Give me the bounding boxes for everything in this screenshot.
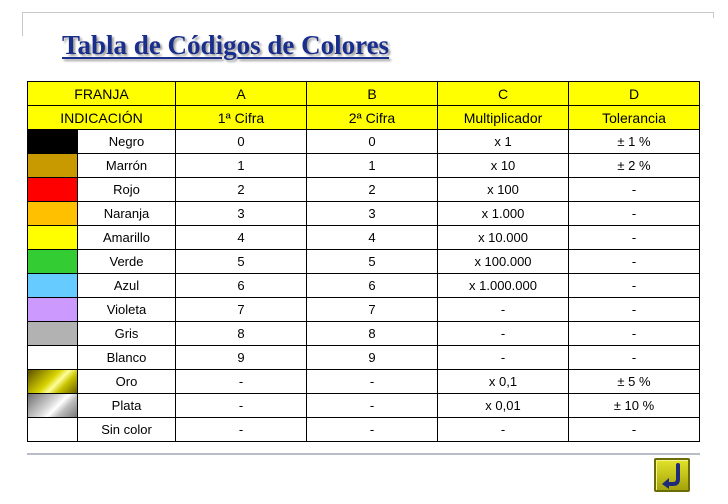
first-digit-cell: 0 (176, 130, 307, 154)
tolerance-cell: ± 10 % (569, 394, 700, 418)
second-digit-cell: 0 (307, 130, 438, 154)
color-code-table (27, 81, 700, 442)
color-name-cell: Violeta (78, 298, 176, 322)
swatch-cell-verde (28, 250, 78, 274)
back-button[interactable] (654, 458, 690, 492)
table-row-azul (28, 274, 700, 298)
header-cell-indicacion: INDICACIÓN (28, 106, 176, 130)
multiplier-cell: x 100.000 (438, 250, 569, 274)
color-name-cell: Naranja (78, 202, 176, 226)
multiplier-cell: x 0,01 (438, 394, 569, 418)
multiplier-cell: x 100 (438, 178, 569, 202)
color-swatch-blanco (28, 346, 77, 369)
color-swatch-azul (28, 274, 77, 297)
table-row-gris (28, 322, 700, 346)
multiplier-cell: - (438, 322, 569, 346)
multiplier-cell: x 1 (438, 130, 569, 154)
second-digit-cell: 1 (307, 154, 438, 178)
tolerance-cell: - (569, 202, 700, 226)
tolerance-cell: - (569, 298, 700, 322)
first-digit-cell: 1 (176, 154, 307, 178)
table-row-plata (28, 394, 700, 418)
multiplier-cell: - (438, 298, 569, 322)
header-cell-d: D (569, 82, 700, 106)
header-cell-tolerancia: Tolerancia (569, 106, 700, 130)
color-name-cell: Azul (78, 274, 176, 298)
return-arrow-icon (656, 460, 688, 490)
table-row-sin-color (28, 418, 700, 442)
color-name-cell: Plata (78, 394, 176, 418)
swatch-cell-oro (28, 370, 78, 394)
swatch-cell-azul (28, 274, 78, 298)
color-swatch-violeta (28, 298, 77, 321)
table-row-violeta (28, 298, 700, 322)
second-digit-cell: 8 (307, 322, 438, 346)
color-name-cell: Gris (78, 322, 176, 346)
swatch-cell-marron (28, 154, 78, 178)
decor-line-left (22, 12, 23, 36)
table-row-amarillo (28, 226, 700, 250)
swatch-cell-sin-color (28, 418, 78, 442)
multiplier-cell: x 10 (438, 154, 569, 178)
second-digit-cell: 2 (307, 178, 438, 202)
color-code-table-body (28, 82, 700, 442)
multiplier-cell: - (438, 346, 569, 370)
swatch-cell-gris (28, 322, 78, 346)
second-digit-cell: 6 (307, 274, 438, 298)
table-row-verde (28, 250, 700, 274)
color-swatch-plata (28, 394, 77, 417)
header-cell-a: A (176, 82, 307, 106)
first-digit-cell: 6 (176, 274, 307, 298)
first-digit-cell: 3 (176, 202, 307, 226)
multiplier-cell: x 0,1 (438, 370, 569, 394)
tolerance-cell: ± 5 % (569, 370, 700, 394)
first-digit-cell: 4 (176, 226, 307, 250)
header-row-indicacion (28, 106, 700, 130)
first-digit-cell: 2 (176, 178, 307, 202)
first-digit-cell: - (176, 394, 307, 418)
color-name-cell: Marrón (78, 154, 176, 178)
first-digit-cell: 7 (176, 298, 307, 322)
color-swatch-naranja (28, 202, 77, 225)
tolerance-cell: - (569, 178, 700, 202)
header-cell-primera-cifra: 1ª Cifra (176, 106, 307, 130)
table-row-oro (28, 370, 700, 394)
multiplier-cell: - (438, 418, 569, 442)
tolerance-cell: - (569, 226, 700, 250)
second-digit-cell: - (307, 418, 438, 442)
first-digit-cell: 8 (176, 322, 307, 346)
decor-line-corner (713, 12, 714, 18)
color-name-cell: Rojo (78, 178, 176, 202)
color-name-cell: Negro (78, 130, 176, 154)
color-swatch-rojo (28, 178, 77, 201)
header-cell-multiplicador: Multiplicador (438, 106, 569, 130)
swatch-cell-rojo (28, 178, 78, 202)
header-cell-c: C (438, 82, 569, 106)
color-swatch-verde (28, 250, 77, 273)
color-swatch-amarillo (28, 226, 77, 249)
color-name-cell: Sin color (78, 418, 176, 442)
second-digit-cell: 9 (307, 346, 438, 370)
second-digit-cell: 7 (307, 298, 438, 322)
multiplier-cell: x 1.000 (438, 202, 569, 226)
multiplier-cell: x 1.000.000 (438, 274, 569, 298)
color-name-cell: Oro (78, 370, 176, 394)
tolerance-cell: - (569, 418, 700, 442)
color-swatch-sin-color (28, 418, 77, 441)
color-swatch-gris (28, 322, 77, 345)
header-row-franja (28, 82, 700, 106)
swatch-cell-plata (28, 394, 78, 418)
swatch-cell-negro (28, 130, 78, 154)
table-row-marron (28, 154, 700, 178)
tolerance-cell: - (569, 346, 700, 370)
color-swatch-marron (28, 154, 77, 177)
footer-divider (27, 453, 700, 455)
swatch-cell-amarillo (28, 226, 78, 250)
second-digit-cell: - (307, 370, 438, 394)
color-name-cell: Blanco (78, 346, 176, 370)
header-cell-franja: FRANJA (28, 82, 176, 106)
swatch-cell-naranja (28, 202, 78, 226)
header-cell-segunda-cifra: 2ª Cifra (307, 106, 438, 130)
page-title: Tabla de Códigos de Colores (62, 30, 390, 60)
swatch-cell-violeta (28, 298, 78, 322)
color-swatch-oro (28, 370, 77, 393)
table-row-rojo (28, 178, 700, 202)
swatch-cell-blanco (28, 346, 78, 370)
tolerance-cell: - (569, 322, 700, 346)
first-digit-cell: 9 (176, 346, 307, 370)
table-row-negro (28, 130, 700, 154)
header-cell-b: B (307, 82, 438, 106)
tolerance-cell: ± 2 % (569, 154, 700, 178)
second-digit-cell: - (307, 394, 438, 418)
first-digit-cell: - (176, 418, 307, 442)
second-digit-cell: 3 (307, 202, 438, 226)
tolerance-cell: ± 1 % (569, 130, 700, 154)
multiplier-cell: x 10.000 (438, 226, 569, 250)
tolerance-cell: - (569, 274, 700, 298)
tolerance-cell: - (569, 250, 700, 274)
first-digit-cell: 5 (176, 250, 307, 274)
table-row-blanco (28, 346, 700, 370)
color-name-cell: Verde (78, 250, 176, 274)
table-row-naranja (28, 202, 700, 226)
first-digit-cell: - (176, 370, 307, 394)
second-digit-cell: 4 (307, 226, 438, 250)
second-digit-cell: 5 (307, 250, 438, 274)
color-swatch-negro (28, 130, 77, 153)
color-name-cell: Amarillo (78, 226, 176, 250)
decor-line-top (22, 12, 714, 13)
